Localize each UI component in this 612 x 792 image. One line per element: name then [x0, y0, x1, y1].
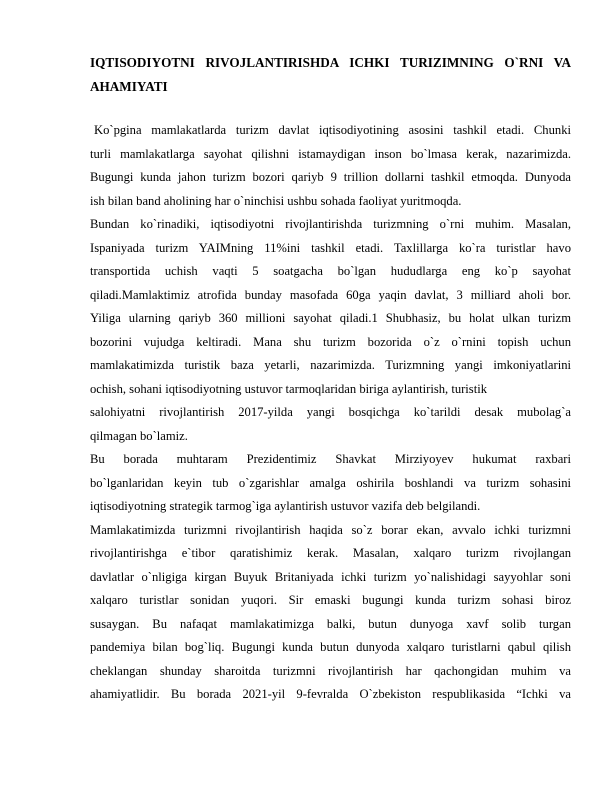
body-line: Ispaniyada turizm YAIMning 11%ini tashkil etadi. Taxlillarga ko`ra turistlar havo — [90, 240, 571, 255]
body-line: salohiyatni rivojlantirish 2017-yilda yangi bosqichga ko`tarildi desak mubolag`a — [90, 405, 571, 419]
body-line: davlatlar o`nligiga kirgan Buyuk Britaniyada ichki turizm yo`nalishidagi sayyohlar soni — [90, 569, 571, 584]
document-title: IQTISODIYOTNI RIVOJLANTIRISHDA ICHKI TURIZIMNING O`RNI VA AHAMIYATI — [90, 55, 571, 95]
body-line: xalqaro turistlar sonidan yuqori. Sir emaski bugungi kunda turizm sohasi biroz — [90, 593, 571, 607]
body-line: ochish, sohani iqtisodiyotning ustuvor tarmoqlaridan biriga aylantirish, turistik — [90, 381, 488, 396]
body-line: cheklangan shunday sharoitda turizmni rivojlantirish har qachongidan muhim va — [90, 663, 571, 678]
body-line: Yiliga ularning qariyb 360 millioni sayohat qiladi.1 Shubhasiz, bu holat ulkan turizm — [90, 311, 571, 325]
body-line: mamlakatimizda turistik baza yetarli, nazarimizda. Turizmning yangi imkoniyatlarini — [90, 358, 571, 372]
body-line: qilmagan bo`lamiz. — [90, 428, 188, 443]
body-line: susaygan. Bu nafaqat mamlakatimizga balki, butun dunyoga xavf solib turgan — [90, 616, 571, 631]
body-line: transportida uchish vaqti 5 soatgacha bo`lgan hududlarga eng ko`p sayohat — [90, 264, 571, 278]
document-body — [90, 119, 571, 707]
body-line: turli mamlakatlarga sayohat qilishni istamaydigan inson bo`lmasa kerak, nazarimizda. — [90, 146, 571, 161]
body-line: rivojlantirishga e`tibor qaratishimiz kerak. Masalan, xalqaro turizm rivojlangan — [90, 546, 571, 560]
body-line: bo`lganlaridan keyin tub o`zgarishlar amalga oshirila boshlandi va turizm sohasini — [90, 475, 571, 490]
body-line: Ko`pgina mamlakatlarda turizm davlat iqtisodiyotining asosini tashkil etadi. Chunki — [94, 123, 571, 137]
body-line: iqtisodiyotning strategik tarmog`iga aylantirish ustuvor vazifa deb belgilandi. — [90, 499, 481, 513]
body-line: ahamiyatlidir. Bu borada 2021-yil 9-fevralda O`zbekiston respublikasida “Ichki va — [90, 687, 571, 701]
body-line: pandemiya bilan bog`liq. Bugungi kunda butun dunyoda xalqaro turistlarni qabul qilish — [90, 640, 571, 654]
body-line: bozorini vujudga keltiradi. Mana shu turizm bozorida o`z o`rnini topish uchun — [90, 334, 571, 349]
body-line: ish bilan band aholining har o`ninchisi ushbu sohada faoliyat yuritmoqda. — [90, 193, 462, 208]
body-line: Bu borada muhtaram Prezidentimiz Shavkat Mirziyoyev hukumat raxbari — [90, 452, 571, 466]
body-line: qiladi.Mamlaktimiz atrofida bunday masofada 60ga yaqin davlat, 3 milliard aholi bor. — [90, 287, 571, 302]
body-line: Bundan ko`rinadiki, iqtisodiyotni rivojlantirishda turizmning o`rni muhim. Masalan, — [90, 217, 571, 231]
body-line: Mamlakatimizda turizmni rivojlantirish haqida so`z borar ekan, avvalo ichki turizmni — [90, 522, 571, 537]
body-line: Bugungi kunda jahon turizm bozori qariyb 9 trillion dollarni tashkil etmoqda. Dunyoda — [90, 170, 571, 184]
